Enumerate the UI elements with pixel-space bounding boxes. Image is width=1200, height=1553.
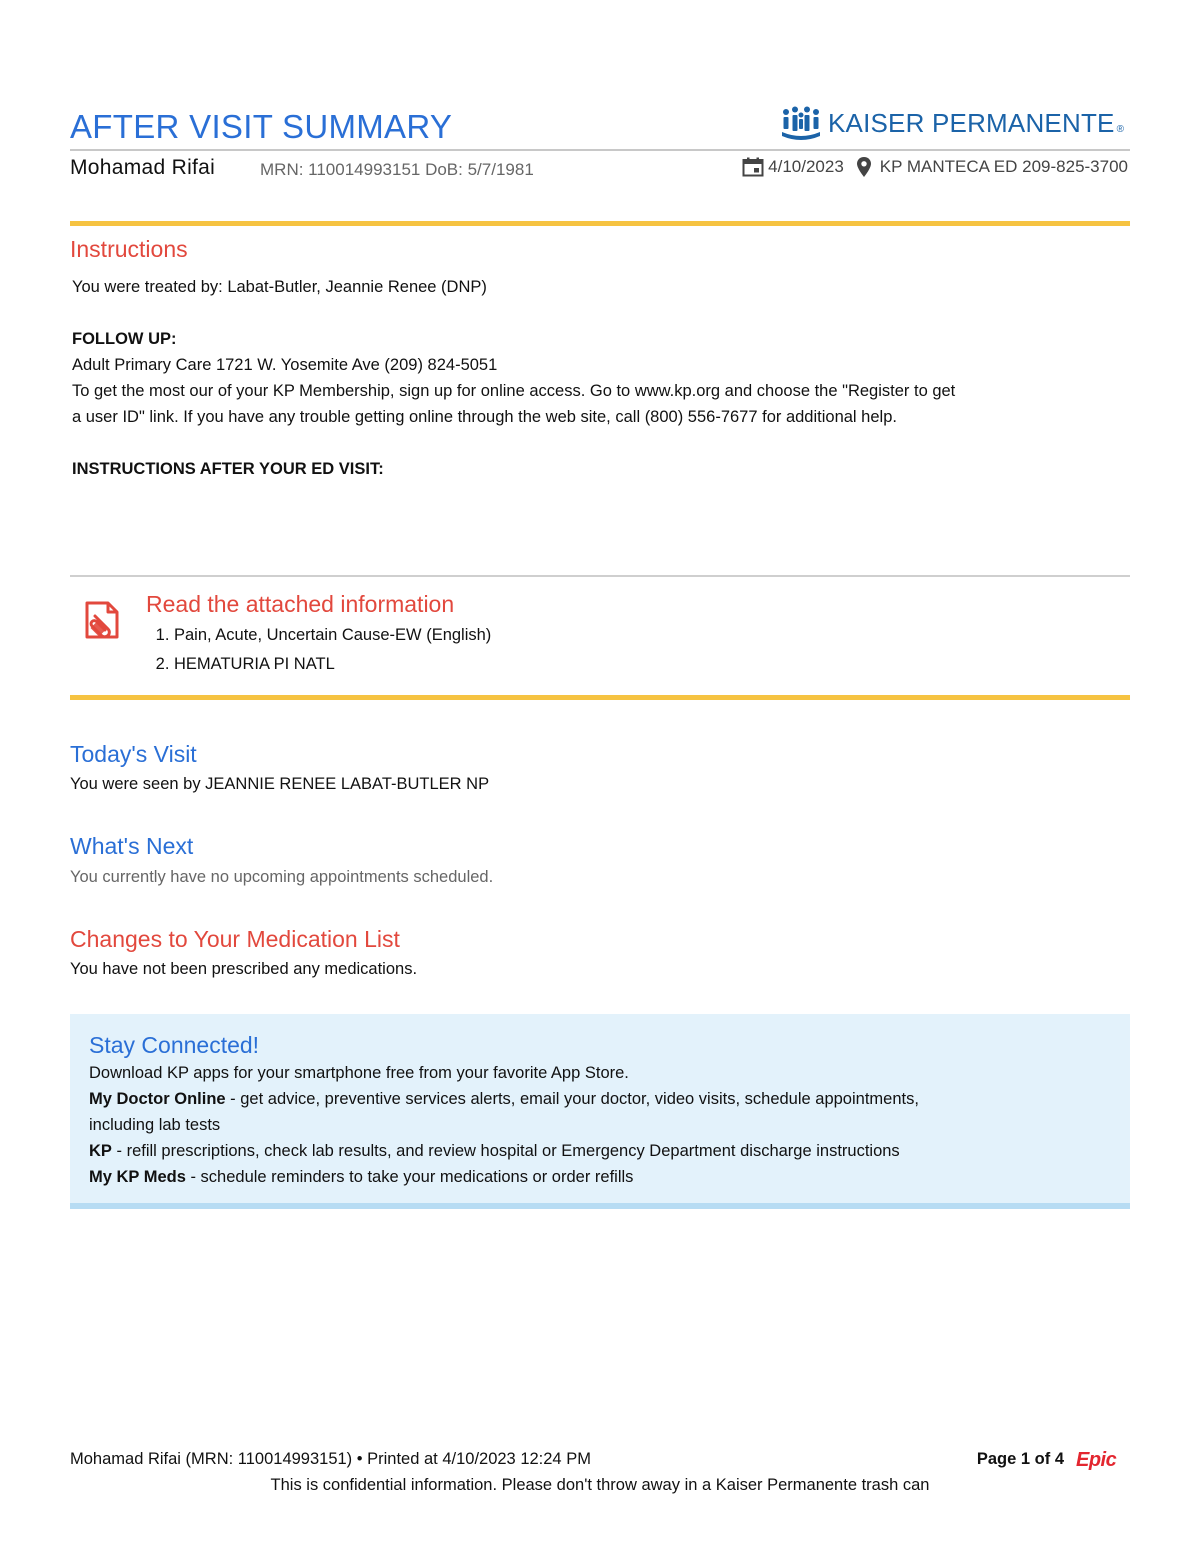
calendar-icon xyxy=(742,157,764,177)
membership-line-2: a user ID" link. If you have any trouble getting online through the web site, call (800) 556-7677 for additional help. xyxy=(72,408,897,426)
location-pin-icon xyxy=(856,156,872,178)
patient-name: Mohamad Rifai xyxy=(70,156,216,179)
patient-meta: MRN: 110014993151 DoB: 5/7/1981 xyxy=(260,160,534,179)
logo-text: KAISER PERMANENTE xyxy=(828,107,1115,138)
membership-line-1: To get the most our of your KP Membership, sign up for online access. Go to www.kp.org and choose the "Register to get xyxy=(72,382,956,400)
after-visit-instructions-label: INSTRUCTIONS AFTER YOUR ED VISIT: xyxy=(72,460,384,478)
kaiser-permanente-logo xyxy=(780,106,1124,140)
app-description: - schedule reminders to take your medications or order refills xyxy=(185,1168,634,1186)
header-divider xyxy=(70,149,1130,151)
page-title: AFTER VISIT SUMMARY xyxy=(70,108,453,145)
instructions-heading: Instructions xyxy=(70,236,188,262)
footer-patient-print-info: Mohamad Rifai (MRN: 110014993151) • Printed at 4/10/2023 12:24 PM xyxy=(70,1450,591,1468)
stay-connected-heading: Stay Connected! xyxy=(89,1032,260,1058)
attachment-divider xyxy=(70,575,1130,577)
yellow-divider-top xyxy=(70,221,1130,226)
medications-heading: Changes to Your Medication List xyxy=(70,926,400,952)
app-my-doctor-online xyxy=(89,1086,1109,1112)
whats-next-heading: What's Next xyxy=(70,833,194,859)
app-my-kp-meds xyxy=(89,1164,1109,1190)
app-kp xyxy=(89,1138,1109,1164)
medications-text: You have not been prescribed any medications. xyxy=(70,960,418,978)
page-number: Page 1 of 4 xyxy=(976,1450,1064,1468)
attached-item[interactable]: 2. HEMATURIA PI NATL xyxy=(174,650,491,679)
todays-visit-heading: Today's Visit xyxy=(70,741,197,767)
epic-logo: Epic xyxy=(1076,1449,1117,1471)
visit-date: 4/10/2023 xyxy=(768,157,844,176)
attached-item[interactable]: 1. Pain, Acute, Uncertain Cause-EW (English) xyxy=(174,621,491,650)
attachment-icon xyxy=(84,600,120,640)
yellow-divider-bottom xyxy=(70,695,1130,700)
app-description: - get advice, preventive services alerts, email your doctor, video visits, schedule appointments, xyxy=(225,1090,919,1108)
app-description: - refill prescriptions, check lab results, and review hospital or Emergency Department discharge instructions xyxy=(111,1142,900,1160)
attached-heading: Read the attached information xyxy=(146,591,455,617)
attached-list xyxy=(146,621,491,679)
confidential-notice: This is confidential information. Please don't throw away in a Kaiser Permanente trash can xyxy=(270,1476,930,1494)
todays-visit-text: You were seen by JEANNIE RENEE LABAT-BUTLER NP xyxy=(70,775,490,793)
app-name: KP xyxy=(89,1142,112,1160)
app-name: My KP Meds xyxy=(89,1168,186,1186)
follow-up-label: FOLLOW UP: xyxy=(72,330,177,348)
app-description-continued: including lab tests xyxy=(89,1116,221,1134)
stay-connected-content xyxy=(89,1030,1109,1190)
treated-by: You were treated by: Labat-Butler, Jeannie Renee (DNP) xyxy=(72,278,487,296)
whats-next-text: You currently have no upcoming appointments scheduled. xyxy=(70,868,494,886)
visit-location: KP MANTECA ED 209-825-3700 xyxy=(879,157,1128,176)
stay-connected-bottom-rule xyxy=(70,1203,1130,1209)
follow-up-line: Adult Primary Care 1721 W. Yosemite Ave (209) 824-5051 xyxy=(72,356,498,374)
logo-registered-mark: ® xyxy=(1116,123,1124,135)
stay-connected-intro: Download KP apps for your smartphone free from your favorite App Store. xyxy=(89,1064,629,1082)
visit-info xyxy=(742,156,1128,178)
app-name: My Doctor Online xyxy=(89,1090,226,1108)
kp-logo-icon xyxy=(780,106,822,140)
